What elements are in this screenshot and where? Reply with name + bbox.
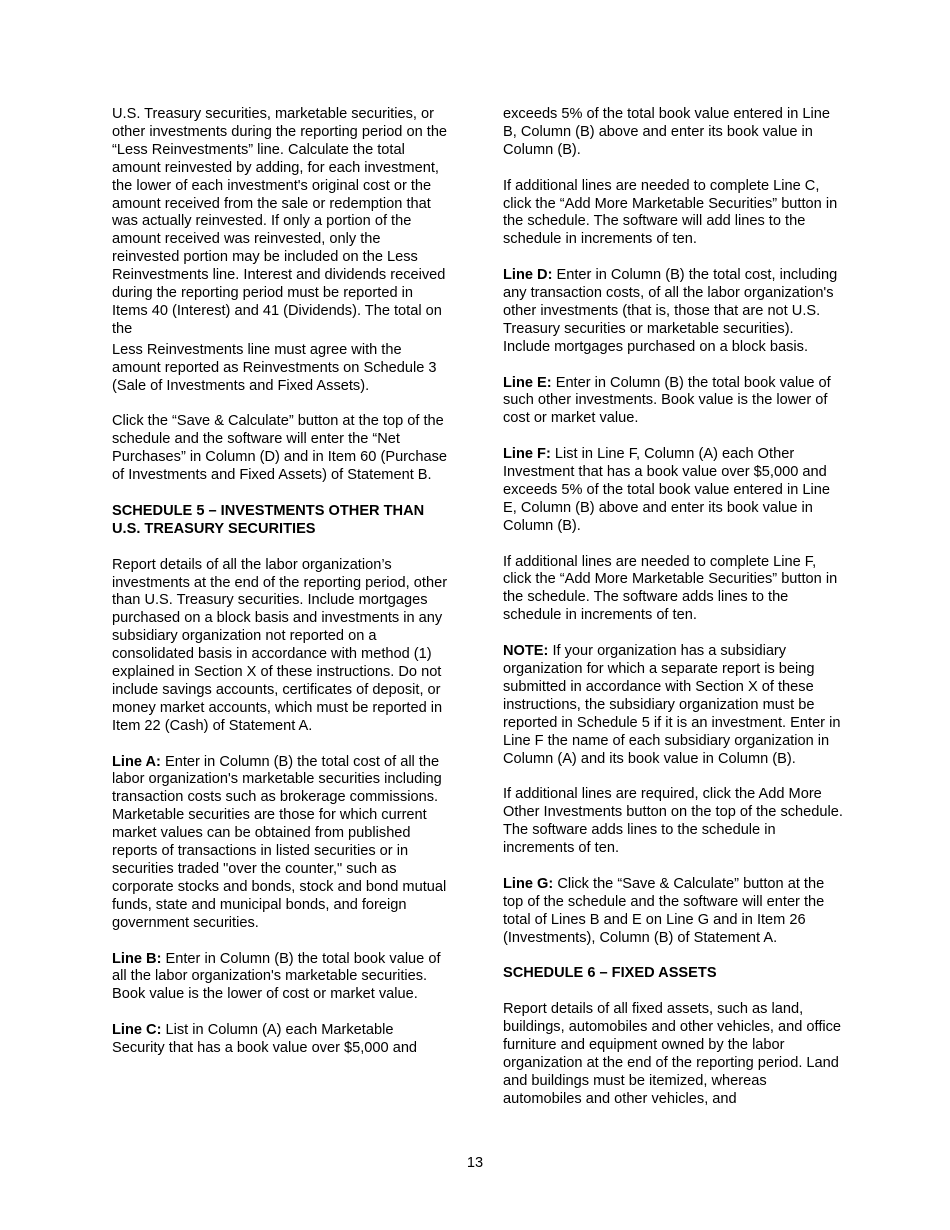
paragraph-line-c <box>112 1022 450 1058</box>
heading-schedule-5: SCHEDULE 5 – INVESTMENTS OTHER THAN U.S. TREASURY SECURITIES <box>112 502 425 537</box>
paragraph-additional-lines-other: If additional lines are required, click the Add More Other Investments button on the top of the schedule. The software adds lines to the schedule in increments of ten. <box>503 786 843 857</box>
line-d-text: Enter in Column (B) the total cost, including any transaction costs, of all the labor organization's other investments (that is, those that are not U.S. Treasury securities or marketable securities). Include mortgages purchased on a block basis. <box>503 267 838 355</box>
paragraph-line-a <box>112 754 450 933</box>
line-e-text: Enter in Column (B) the total book value of such other investments. Book value is the lower of cost or market value. <box>503 374 831 427</box>
line-g-label: Line G: <box>503 875 554 892</box>
line-g-text: Click the “Save & Calculate” button at the top of the schedule and the software will enter the total of Lines B and E on Line G and in Item 26 (Investments), Column (B) of Statement A. <box>503 875 825 946</box>
line-b-label: Line B: <box>112 950 162 967</box>
line-f-label: Line F: <box>503 446 551 463</box>
paragraph-line-f <box>503 446 843 536</box>
paragraph-line-d <box>503 267 843 357</box>
line-c-text: List in Column (A) each Marketable Security that has a book value over $5,000 and <box>112 1022 418 1057</box>
heading-schedule-6: SCHEDULE 6 – FIXED ASSETS <box>503 965 717 982</box>
paragraph-less-reinvestments-cont: Less Reinvestments line must agree with the amount reported as Reinvestments on Schedule 3 (Sale of Investments and Fixed Assets). <box>112 341 437 394</box>
line-e-label: Line E: <box>503 374 552 391</box>
line-f-text: List in Line F, Column (A) each Other Investment that has a book value over $5,000 and exceeds 5% of the total book value entered in Line E, Column (B) above and enter its book value in Column (B). <box>503 446 830 534</box>
line-b-text: Enter in Column (B) the total book value of all the labor organization's marketable securities. Book value is the lower of cost or market value. <box>112 950 441 1003</box>
paragraph-schedule-6-intro: Report details of all fixed assets, such as land, buildings, automobiles and other vehicles, and office furniture and equipment owned by the labor organization at the end of the reporting period. Land and buildings must be itemized, whereas automobiles and other vehicles, and <box>503 1001 842 1107</box>
note-text: If your organization has a subsidiary organization for which a separate report is being submitted in accordance with Section X of these instructions, the subsidiary organization must be reported in Schedule 5 if it is an investment. Enter in Line F the name of each subsidiary organization in Column (A) and its book value in Column (B). <box>503 643 841 767</box>
line-a-text: Enter in Column (B) the total cost of all the labor organization's marketable securities including transaction costs such as brokerage commissions. Marketable securities are those for which current market values can be obtained from published reports of transactions in listed securities or in securities traded "over the counter," such as corporate stocks and bonds, stock and bond mutual funds, state and municipal bonds, and foreign government securities. <box>112 753 447 931</box>
paragraph-line-e <box>503 375 843 429</box>
page-number: 13 <box>466 1155 484 1171</box>
paragraph-line-c-cont: exceeds 5% of the total book value entered in Line B, Column (B) above and enter its book value in Column (B). <box>503 106 830 158</box>
paragraph-additional-lines-f: If additional lines are needed to complete Line F, click the “Add More Marketable Securities” button in the schedule. The software adds lines to the schedule in increments of ten. <box>503 553 838 624</box>
paragraph-line-b <box>112 951 450 1005</box>
paragraph-note <box>503 643 843 768</box>
paragraph-less-reinvestments: U.S. Treasury securities, marketable securities, or other investments during the reporting period on the “Less Reinvestments” line. Calculate the total amount reinvested by adding, for each investment, the lower of each investment's original cost or the amount received from the sale or redemption that was actually reinvested. If only a portion of the amount received was reinvested, only the reinvested portion may be included on the Less Reinvestments line. Interest and dividends received during the reporting period must be reported in Items 40 (Interest) and 41 (Dividends). The total on the <box>112 106 448 337</box>
line-c-label: Line C: <box>112 1022 162 1039</box>
paragraph-schedule-5-intro: Report details of all the labor organization’s investments at the end of the reporting period, other than U.S. Treasury securities. Include mortgages purchased on a block basis and investments in any subsidiary organization not reported on a consolidated basis in accordance with method (1) explained in Section X of these instructions. Do not include savings accounts, certificates of deposit, or money market accounts, which must be reported in Item 22 (Cash) of Statement A. <box>112 556 448 734</box>
paragraph-additional-lines-c: If additional lines are needed to complete Line C, click the “Add More Marketable Securities” button in the schedule. The software will add lines to the schedule in increments of ten. <box>503 177 838 248</box>
left-column <box>112 106 450 1076</box>
paragraph-save-calculate: Click the “Save & Calculate” button at the top of the schedule and the software will enter the “Net Purchases” in Column (D) and in Item 60 (Purchase of Investments and Fixed Assets) of Statement B. <box>112 413 447 484</box>
line-d-label: Line D: <box>503 267 553 284</box>
line-a-label: Line A: <box>112 753 161 770</box>
paragraph-line-g <box>503 876 843 948</box>
note-label: NOTE: <box>503 643 549 660</box>
right-column <box>503 106 843 1126</box>
